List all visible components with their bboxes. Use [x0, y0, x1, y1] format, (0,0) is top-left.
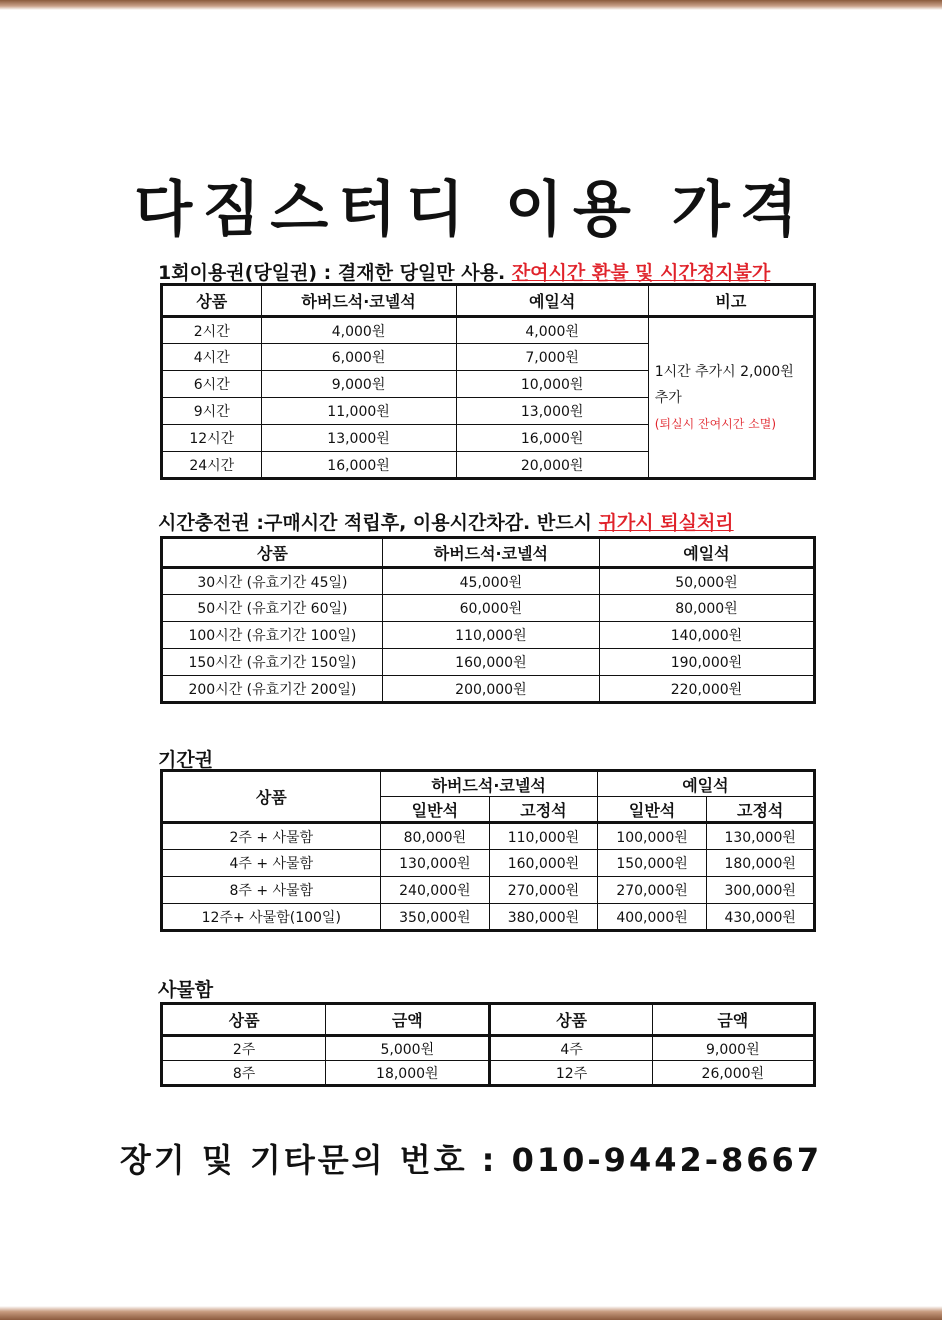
col-header-harvard: 하버드석·코넬석 — [261, 285, 456, 317]
section2-heading-red: 귀가시 퇴실처리 — [598, 512, 734, 534]
cell-price: 220,000원 — [599, 676, 814, 703]
cell-price: 16,000원 — [456, 425, 648, 452]
table-row — [162, 622, 815, 649]
section1-heading-red: 잔여시간 환불 및 시간정지불가 — [511, 262, 771, 284]
table-row — [162, 649, 815, 676]
col-header-amount: 금액 — [652, 1004, 814, 1036]
cell-price: 200,000원 — [382, 676, 599, 703]
table-row — [162, 877, 815, 904]
cell-price: 150,000원 — [597, 850, 707, 877]
cell-price: 6,000원 — [261, 344, 456, 371]
cell-price: 50,000원 — [599, 568, 814, 595]
cell-price: 270,000원 — [490, 877, 598, 904]
table-row — [162, 317, 815, 344]
cell-product: 12주 — [490, 1061, 652, 1086]
col-header-product: 상품 — [490, 1004, 652, 1036]
cell-product: 200시간 (유효기간 200일) — [162, 676, 383, 703]
cell-price: 60,000원 — [382, 595, 599, 622]
table-header-row — [162, 285, 815, 317]
cell-price: 9,000원 — [261, 371, 456, 398]
cell-price: 13,000원 — [456, 398, 648, 425]
page-title: 다짐스터디 이용 가격 — [134, 175, 808, 245]
cell-price: 270,000원 — [597, 877, 707, 904]
cell-product: 150시간 (유효기간 150일) — [162, 649, 383, 676]
cell-price: 300,000원 — [707, 877, 815, 904]
col-header-yale: 예일석 — [456, 285, 648, 317]
cell-price: 180,000원 — [707, 850, 815, 877]
cell-price: 13,000원 — [261, 425, 456, 452]
cell-price: 80,000원 — [380, 823, 490, 850]
section2-heading-text: 시간충전권 :구매시간 적립후, 이용시간차감. 반드시 — [158, 512, 592, 534]
table-row — [162, 568, 815, 595]
col-header-product: 상품 — [162, 1004, 326, 1036]
cell-price: 110,000원 — [490, 823, 598, 850]
paper-bottom-edge — [0, 1306, 942, 1320]
cell-price: 20,000원 — [456, 452, 648, 479]
cell-product: 24시간 — [162, 452, 262, 479]
section1-heading — [158, 258, 770, 285]
cell-price: 4,000원 — [261, 317, 456, 344]
table-row — [162, 850, 815, 877]
col-group-harvard: 하버드석·코넬석 — [380, 771, 597, 797]
cell-price: 11,000원 — [261, 398, 456, 425]
cell-price: 16,000원 — [261, 452, 456, 479]
table-header-row — [162, 538, 815, 568]
col-header-product: 상품 — [162, 771, 381, 823]
table-row — [162, 904, 815, 931]
cell-price: 380,000원 — [490, 904, 598, 931]
time-charge-table — [160, 536, 816, 704]
cell-product: 50시간 (유효기간 60일) — [162, 595, 383, 622]
cell-product: 30시간 (유효기간 45일) — [162, 568, 383, 595]
col-header-fixed: 고정석 — [490, 797, 598, 823]
table-row — [162, 1036, 815, 1061]
table-row — [162, 595, 815, 622]
cell-product: 4주 — [490, 1036, 652, 1061]
table-header-row — [162, 1004, 815, 1036]
cell-product: 2주 + 사물함 — [162, 823, 381, 850]
cell-price: 400,000원 — [597, 904, 707, 931]
cell-price: 5,000원 — [326, 1036, 490, 1061]
cell-price: 10,000원 — [456, 371, 648, 398]
col-header-product: 상품 — [162, 285, 262, 317]
cell-product: 12주+ 사물함(100일) — [162, 904, 381, 931]
cell-product: 9시간 — [162, 398, 262, 425]
note-line2: 추가 — [654, 389, 682, 406]
col-header-product: 상품 — [162, 538, 383, 568]
cell-product: 8주 — [162, 1061, 326, 1086]
cell-price: 130,000원 — [380, 850, 490, 877]
cell-price: 26,000원 — [652, 1061, 814, 1086]
cell-price: 4,000원 — [456, 317, 648, 344]
note-red: (퇴실시 잔여시간 소멸) — [654, 416, 777, 431]
cell-price: 9,000원 — [652, 1036, 814, 1061]
note-line1: 1시간 추가시 2,000원 — [654, 363, 794, 380]
table-row — [162, 1061, 815, 1086]
cell-price: 430,000원 — [707, 904, 815, 931]
table-header-row — [162, 771, 815, 797]
cell-price: 350,000원 — [380, 904, 490, 931]
cell-price: 140,000원 — [599, 622, 814, 649]
cell-product: 4시간 — [162, 344, 262, 371]
cell-product: 2주 — [162, 1036, 326, 1061]
col-header-amount: 금액 — [326, 1004, 490, 1036]
cell-price: 160,000원 — [490, 850, 598, 877]
note-cell — [648, 317, 814, 479]
locker-table — [160, 1002, 816, 1087]
cell-product: 100시간 (유효기간 100일) — [162, 622, 383, 649]
col-header-harvard: 하버드석·코넬석 — [382, 538, 599, 568]
col-header-regular: 일반석 — [380, 797, 490, 823]
cell-product: 4주 + 사물함 — [162, 850, 381, 877]
cell-price: 110,000원 — [382, 622, 599, 649]
cell-product: 8주 + 사물함 — [162, 877, 381, 904]
cell-price: 7,000원 — [456, 344, 648, 371]
contact-phone: 장기 및 기타문의 번호 : 010-9442-8667 — [119, 1141, 823, 1179]
cell-price: 80,000원 — [599, 595, 814, 622]
section4-heading: 사물함 — [158, 979, 214, 1001]
one-day-pass-table — [160, 283, 816, 480]
col-header-fixed: 고정석 — [707, 797, 815, 823]
cell-product: 12시간 — [162, 425, 262, 452]
cell-price: 45,000원 — [382, 568, 599, 595]
table-row — [162, 823, 815, 850]
cell-product: 6시간 — [162, 371, 262, 398]
cell-price: 160,000원 — [382, 649, 599, 676]
section3-heading: 기간권 — [158, 749, 214, 771]
cell-price: 18,000원 — [326, 1061, 490, 1086]
col-group-yale: 예일석 — [597, 771, 814, 797]
section1-heading-text: 1회이용권(당일권) : 결재한 당일만 사용. — [158, 262, 506, 284]
cell-price: 100,000원 — [597, 823, 707, 850]
period-pass-table — [160, 769, 816, 932]
table-row — [162, 676, 815, 703]
cell-price: 130,000원 — [707, 823, 815, 850]
col-header-note: 비고 — [648, 285, 814, 317]
col-header-regular: 일반석 — [597, 797, 707, 823]
col-header-yale: 예일석 — [599, 538, 814, 568]
cell-price: 190,000원 — [599, 649, 814, 676]
cell-product: 2시간 — [162, 317, 262, 344]
section2-heading — [158, 508, 734, 535]
cell-price: 240,000원 — [380, 877, 490, 904]
